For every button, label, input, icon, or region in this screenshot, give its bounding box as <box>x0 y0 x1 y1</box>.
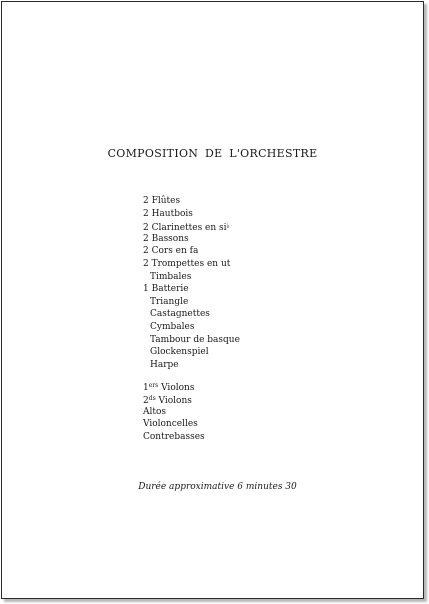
instrument-double-basses: Contrebasses <box>143 431 205 442</box>
violins-1-number: 1 <box>143 383 149 394</box>
instrument-violas: Altos <box>143 406 167 417</box>
instrument-castanets: Castagnettes <box>150 309 210 320</box>
strings-section <box>143 380 240 443</box>
flat-sign: ♭ <box>226 222 230 231</box>
instrument-horns: 2 Cors en fa <box>143 246 199 257</box>
instrument-timpani: Timbales <box>150 271 192 282</box>
clarinets-label: 2 Clarinettes en si <box>143 223 227 234</box>
score-page <box>1 1 424 599</box>
violins-2-label: Violons <box>155 395 192 406</box>
instrument-oboes: 2 Hautbois <box>143 208 193 219</box>
instrument-trumpets: 2 Trompettes en ut <box>143 258 231 269</box>
instrument-percussion: 1 Batterie <box>143 284 189 295</box>
instrument-triangle: Triangle <box>150 296 189 307</box>
instrument-cymbals: Cymbales <box>150 321 195 332</box>
page-title: COMPOSITION DE L'ORCHESTRE <box>107 147 318 160</box>
instrument-flutes: 2 Flûtes <box>143 196 181 206</box>
instrument-clarinets <box>143 220 240 233</box>
instrument-violins-1 <box>143 380 240 393</box>
instrument-glockenspiel: Glockenspiel <box>150 347 209 358</box>
section-gap <box>143 371 240 380</box>
instrument-bassoons: 2 Bassons <box>143 233 189 244</box>
violins-2-number: 2 <box>143 395 149 406</box>
violins-1-ordinal: ers <box>148 382 159 390</box>
instrument-list <box>143 195 240 443</box>
instrument-violins-2 <box>143 393 240 406</box>
instrument-cellos: Violoncelles <box>143 419 198 430</box>
violins-1-label: Violons <box>158 383 195 394</box>
violins-2-ordinal: ds <box>148 394 156 402</box>
instrument-harp: Harpe <box>150 359 179 370</box>
duration-note: Durée approximative 6 minutes 30 <box>138 482 297 492</box>
instrument-tambourine: Tambour de basque <box>150 334 240 345</box>
